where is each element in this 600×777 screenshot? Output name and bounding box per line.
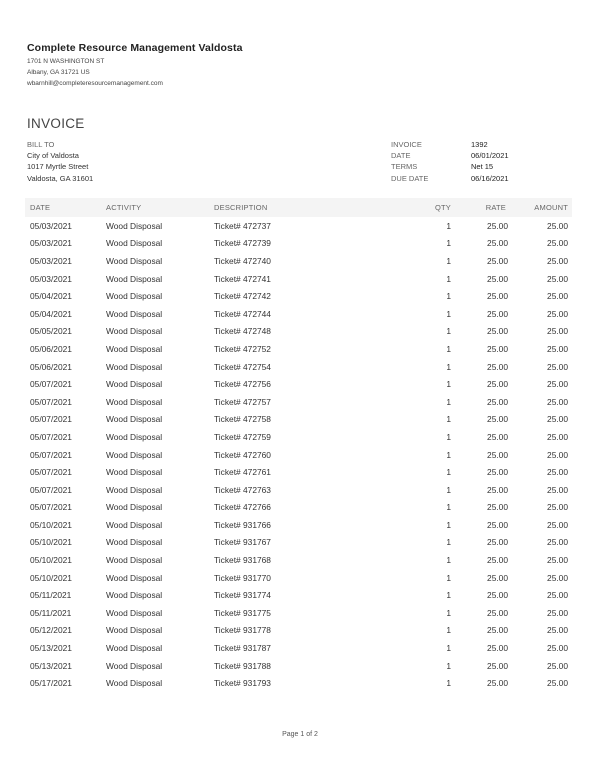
cell-rate: 25.00 <box>487 502 508 513</box>
cell-rate: 25.00 <box>487 379 508 390</box>
cell-date: 05/04/2021 <box>30 291 72 302</box>
cell-date: 05/07/2021 <box>30 484 72 495</box>
cell-qty: 1 <box>446 484 451 495</box>
header-rate: RATE <box>485 203 506 212</box>
cell-qty: 1 <box>446 308 451 319</box>
cell-description: Ticket# 472759 <box>214 431 271 442</box>
cell-rate: 25.00 <box>487 607 508 618</box>
invoice-number-value: 1392 <box>471 140 488 149</box>
cell-activity: Wood Disposal <box>106 643 163 654</box>
header-activity: ACTIVITY <box>106 203 142 212</box>
cell-description: Ticket# 931788 <box>214 660 271 671</box>
cell-description: Ticket# 472766 <box>214 502 271 513</box>
cell-activity: Wood Disposal <box>106 572 163 583</box>
cell-amount: 25.00 <box>547 291 568 302</box>
line-items-table <box>25 198 572 692</box>
cell-description: Ticket# 931767 <box>214 537 271 548</box>
cell-date: 05/07/2021 <box>30 414 72 425</box>
table-row <box>25 235 572 253</box>
table-row <box>25 622 572 640</box>
cell-rate: 25.00 <box>487 291 508 302</box>
cell-date: 05/05/2021 <box>30 326 72 337</box>
cell-amount: 25.00 <box>547 361 568 372</box>
cell-amount: 25.00 <box>547 519 568 530</box>
company-address-line1: 1701 N WASHINGTON ST <box>27 58 105 65</box>
cell-amount: 25.00 <box>547 343 568 354</box>
table-body <box>25 217 572 692</box>
cell-date: 05/07/2021 <box>30 502 72 513</box>
cell-activity: Wood Disposal <box>106 220 163 231</box>
table-row <box>25 463 572 481</box>
cell-date: 05/07/2021 <box>30 396 72 407</box>
bill-to-street: 1017 Myrtle Street <box>27 162 89 172</box>
table-row <box>25 639 572 657</box>
table-row <box>25 252 572 270</box>
cell-description: Ticket# 931793 <box>214 678 271 689</box>
table-header <box>25 198 572 217</box>
cell-date: 05/03/2021 <box>30 220 72 231</box>
table-row <box>25 481 572 499</box>
cell-qty: 1 <box>446 660 451 671</box>
table-row <box>25 287 572 305</box>
company-name: Complete Resource Management Valdosta <box>27 42 243 54</box>
cell-date: 05/12/2021 <box>30 625 72 636</box>
cell-date: 05/13/2021 <box>30 660 72 671</box>
table-row <box>25 499 572 517</box>
terms-value: Net 15 <box>471 162 494 172</box>
cell-rate: 25.00 <box>487 519 508 530</box>
cell-amount: 25.00 <box>547 625 568 636</box>
cell-date: 05/10/2021 <box>30 519 72 530</box>
cell-amount: 25.00 <box>547 414 568 425</box>
cell-description: Ticket# 472739 <box>214 238 271 249</box>
cell-qty: 1 <box>446 678 451 689</box>
cell-date: 05/04/2021 <box>30 308 72 319</box>
cell-qty: 1 <box>446 537 451 548</box>
cell-activity: Wood Disposal <box>106 326 163 337</box>
cell-date: 05/07/2021 <box>30 449 72 460</box>
due-date-label: DUE DATE <box>391 173 429 183</box>
table-row <box>25 551 572 569</box>
cell-description: Ticket# 472763 <box>214 484 271 495</box>
cell-description: Ticket# 472744 <box>214 308 271 319</box>
cell-description: Ticket# 472737 <box>214 220 271 231</box>
cell-activity: Wood Disposal <box>106 590 163 601</box>
cell-activity: Wood Disposal <box>106 678 163 689</box>
cell-rate: 25.00 <box>487 343 508 354</box>
cell-description: Ticket# 472756 <box>214 379 271 390</box>
terms-label: TERMS <box>391 162 418 172</box>
bill-to-city: Valdosta, GA 31601 <box>27 173 94 183</box>
company-address-line2: Albany, GA 31721 US <box>27 69 90 76</box>
cell-description: Ticket# 472752 <box>214 343 271 354</box>
cell-amount: 25.00 <box>547 484 568 495</box>
cell-rate: 25.00 <box>487 555 508 566</box>
cell-description: Ticket# 931768 <box>214 555 271 566</box>
cell-amount: 25.00 <box>547 660 568 671</box>
table-row <box>25 323 572 341</box>
cell-activity: Wood Disposal <box>106 519 163 530</box>
table-row <box>25 534 572 552</box>
cell-rate: 25.00 <box>487 308 508 319</box>
cell-rate: 25.00 <box>487 396 508 407</box>
cell-date: 05/07/2021 <box>30 431 72 442</box>
table-row <box>25 569 572 587</box>
cell-qty: 1 <box>446 343 451 354</box>
cell-qty: 1 <box>446 379 451 390</box>
header-description: DESCRIPTION <box>214 203 268 212</box>
cell-amount: 25.00 <box>547 326 568 337</box>
cell-amount: 25.00 <box>547 537 568 548</box>
cell-amount: 25.00 <box>547 273 568 284</box>
cell-amount: 25.00 <box>547 396 568 407</box>
cell-activity: Wood Disposal <box>106 308 163 319</box>
cell-rate: 25.00 <box>487 238 508 249</box>
table-row <box>25 604 572 622</box>
cell-amount: 25.00 <box>547 555 568 566</box>
cell-qty: 1 <box>446 590 451 601</box>
bill-to-name: City of Valdosta <box>27 151 79 161</box>
cell-rate: 25.00 <box>487 643 508 654</box>
cell-description: Ticket# 472740 <box>214 255 271 266</box>
cell-qty: 1 <box>446 502 451 513</box>
invoice-title: INVOICE <box>27 116 85 131</box>
cell-qty: 1 <box>446 572 451 583</box>
cell-amount: 25.00 <box>547 502 568 513</box>
cell-qty: 1 <box>446 555 451 566</box>
bill-to-block <box>27 139 93 184</box>
cell-description: Ticket# 472754 <box>214 361 271 372</box>
invoice-meta <box>391 139 509 184</box>
header-qty: QTY <box>434 203 451 212</box>
cell-rate: 25.00 <box>487 590 508 601</box>
cell-activity: Wood Disposal <box>106 449 163 460</box>
cell-description: Ticket# 931787 <box>214 643 271 654</box>
cell-activity: Wood Disposal <box>106 660 163 671</box>
cell-activity: Wood Disposal <box>106 414 163 425</box>
cell-amount: 25.00 <box>547 379 568 390</box>
cell-date: 05/13/2021 <box>30 643 72 654</box>
page-indicator: Page 1 of 2 <box>282 731 318 738</box>
cell-amount: 25.00 <box>547 643 568 654</box>
cell-rate: 25.00 <box>487 449 508 460</box>
cell-qty: 1 <box>446 607 451 618</box>
table-row <box>25 586 572 604</box>
table-row <box>25 446 572 464</box>
cell-amount: 25.00 <box>547 308 568 319</box>
bill-to-label: BILL TO <box>27 140 55 149</box>
cell-description: Ticket# 472742 <box>214 291 271 302</box>
cell-amount: 25.00 <box>547 238 568 249</box>
table-row <box>25 393 572 411</box>
table-row <box>25 217 572 235</box>
cell-amount: 25.00 <box>547 255 568 266</box>
table-row <box>25 340 572 358</box>
cell-qty: 1 <box>446 220 451 231</box>
cell-activity: Wood Disposal <box>106 343 163 354</box>
table-row <box>25 428 572 446</box>
cell-activity: Wood Disposal <box>106 431 163 442</box>
cell-activity: Wood Disposal <box>106 291 163 302</box>
meta-invoice-row <box>391 139 509 150</box>
cell-description: Ticket# 472760 <box>214 449 271 460</box>
table-row <box>25 657 572 675</box>
cell-description: Ticket# 931778 <box>214 625 271 636</box>
meta-due-row <box>391 173 509 184</box>
cell-qty: 1 <box>446 449 451 460</box>
cell-amount: 25.00 <box>547 220 568 231</box>
cell-rate: 25.00 <box>487 414 508 425</box>
cell-activity: Wood Disposal <box>106 273 163 284</box>
cell-rate: 25.00 <box>487 220 508 231</box>
cell-rate: 25.00 <box>487 255 508 266</box>
cell-activity: Wood Disposal <box>106 379 163 390</box>
cell-amount: 25.00 <box>547 572 568 583</box>
cell-date: 05/07/2021 <box>30 379 72 390</box>
cell-description: Ticket# 472741 <box>214 273 271 284</box>
cell-date: 05/10/2021 <box>30 537 72 548</box>
cell-qty: 1 <box>446 625 451 636</box>
meta-terms-row <box>391 161 509 172</box>
cell-qty: 1 <box>446 326 451 337</box>
table-row <box>25 305 572 323</box>
cell-amount: 25.00 <box>547 590 568 601</box>
cell-activity: Wood Disposal <box>106 537 163 548</box>
cell-qty: 1 <box>446 238 451 249</box>
invoice-date-label: DATE <box>391 151 411 161</box>
cell-description: Ticket# 472758 <box>214 414 271 425</box>
cell-rate: 25.00 <box>487 361 508 372</box>
cell-rate: 25.00 <box>487 431 508 442</box>
cell-date: 05/06/2021 <box>30 361 72 372</box>
cell-rate: 25.00 <box>487 678 508 689</box>
cell-activity: Wood Disposal <box>106 396 163 407</box>
cell-qty: 1 <box>446 519 451 530</box>
meta-date-row <box>391 150 509 161</box>
table-row <box>25 516 572 534</box>
cell-description: Ticket# 472761 <box>214 467 271 478</box>
cell-amount: 25.00 <box>547 607 568 618</box>
cell-qty: 1 <box>446 431 451 442</box>
cell-description: Ticket# 931766 <box>214 519 271 530</box>
cell-description: Ticket# 931775 <box>214 607 271 618</box>
cell-date: 05/03/2021 <box>30 238 72 249</box>
cell-qty: 1 <box>446 467 451 478</box>
cell-rate: 25.00 <box>487 273 508 284</box>
cell-activity: Wood Disposal <box>106 255 163 266</box>
cell-rate: 25.00 <box>487 660 508 671</box>
cell-rate: 25.00 <box>487 572 508 583</box>
invoice-number-label: INVOICE <box>391 140 422 149</box>
cell-date: 05/11/2021 <box>30 590 72 601</box>
cell-rate: 25.00 <box>487 537 508 548</box>
cell-qty: 1 <box>446 414 451 425</box>
due-date-value: 06/16/2021 <box>471 173 509 183</box>
table-row <box>25 375 572 393</box>
cell-activity: Wood Disposal <box>106 361 163 372</box>
cell-qty: 1 <box>446 291 451 302</box>
invoice-date-value: 06/01/2021 <box>471 151 509 161</box>
table-row <box>25 358 572 376</box>
cell-qty: 1 <box>446 643 451 654</box>
cell-date: 05/03/2021 <box>30 255 72 266</box>
cell-amount: 25.00 <box>547 678 568 689</box>
cell-qty: 1 <box>446 273 451 284</box>
header-amount: AMOUNT <box>534 203 568 212</box>
cell-amount: 25.00 <box>547 467 568 478</box>
header-date: DATE <box>30 203 51 212</box>
cell-activity: Wood Disposal <box>106 555 163 566</box>
cell-rate: 25.00 <box>487 484 508 495</box>
cell-qty: 1 <box>446 255 451 266</box>
cell-activity: Wood Disposal <box>106 484 163 495</box>
cell-rate: 25.00 <box>487 467 508 478</box>
cell-description: Ticket# 931770 <box>214 572 271 583</box>
cell-description: Ticket# 472757 <box>214 396 271 407</box>
cell-date: 05/10/2021 <box>30 572 72 583</box>
cell-date: 05/11/2021 <box>30 607 72 618</box>
company-header <box>27 42 243 88</box>
cell-qty: 1 <box>446 361 451 372</box>
cell-amount: 25.00 <box>547 449 568 460</box>
cell-amount: 25.00 <box>547 431 568 442</box>
cell-date: 05/07/2021 <box>30 467 72 478</box>
cell-activity: Wood Disposal <box>106 238 163 249</box>
cell-qty: 1 <box>446 396 451 407</box>
cell-rate: 25.00 <box>487 326 508 337</box>
table-row <box>25 674 572 692</box>
cell-activity: Wood Disposal <box>106 502 163 513</box>
cell-activity: Wood Disposal <box>106 607 163 618</box>
cell-date: 05/06/2021 <box>30 343 72 354</box>
table-row <box>25 270 572 288</box>
cell-date: 05/03/2021 <box>30 273 72 284</box>
table-row <box>25 411 572 429</box>
cell-activity: Wood Disposal <box>106 625 163 636</box>
cell-rate: 25.00 <box>487 625 508 636</box>
cell-description: Ticket# 931774 <box>214 590 271 601</box>
cell-description: Ticket# 472748 <box>214 326 271 337</box>
cell-date: 05/17/2021 <box>30 678 72 689</box>
cell-activity: Wood Disposal <box>106 467 163 478</box>
company-email: wbarnhill@completeresourcemanagement.com <box>27 80 163 87</box>
cell-date: 05/10/2021 <box>30 555 72 566</box>
